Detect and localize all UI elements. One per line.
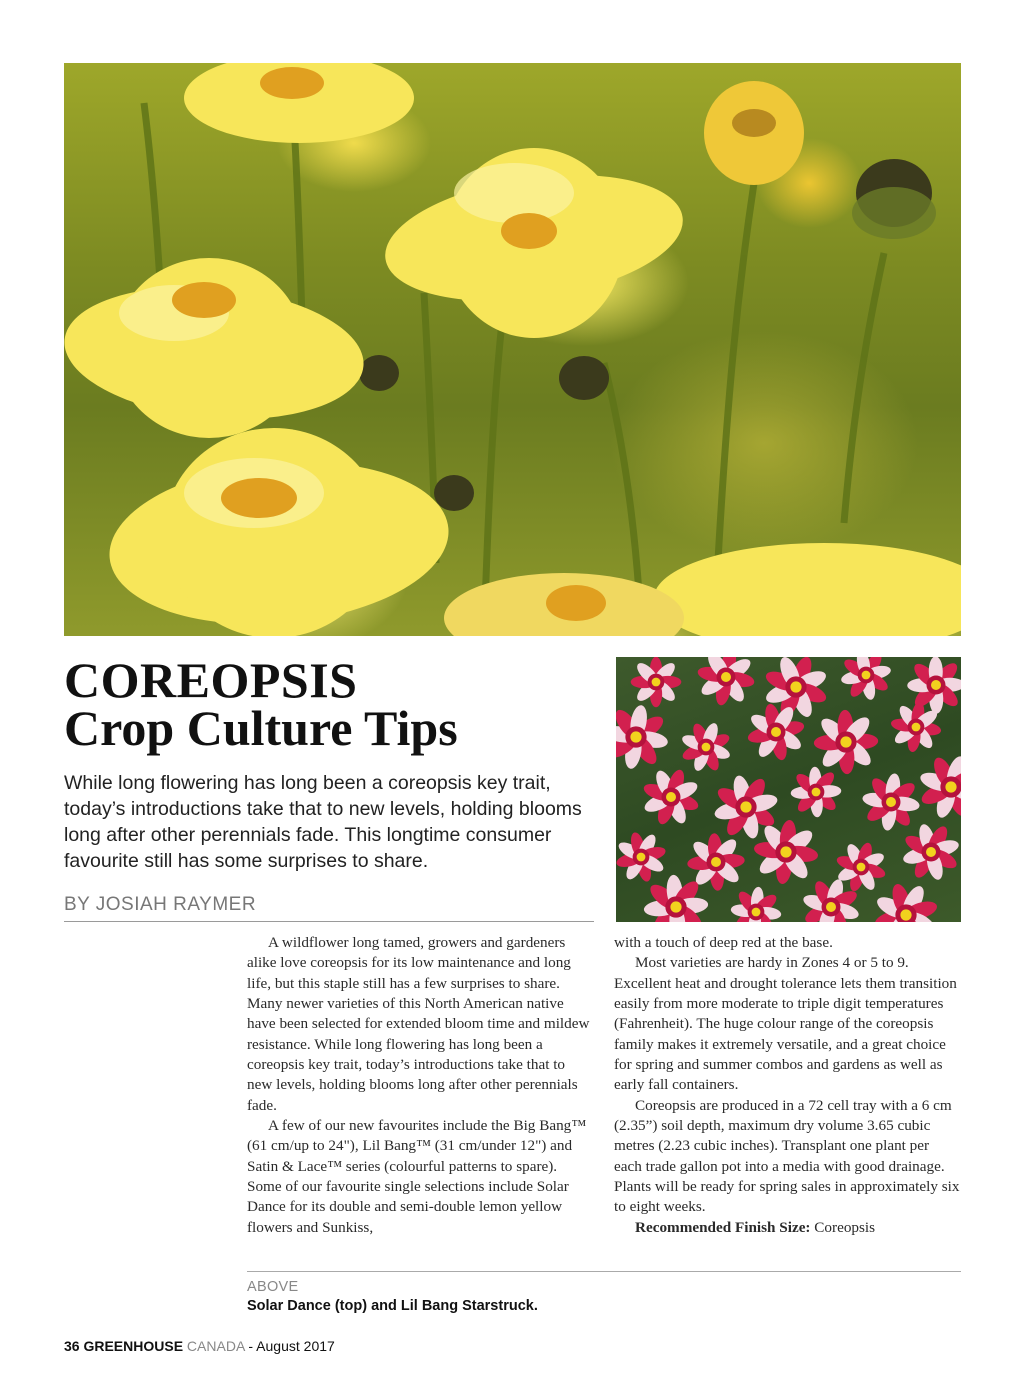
pink-flower bbox=[616, 704, 669, 770]
pink-flower bbox=[901, 822, 960, 881]
pink-flower bbox=[746, 702, 805, 761]
pink-flower bbox=[790, 766, 841, 817]
pink-flower bbox=[642, 768, 701, 827]
pink-flower bbox=[696, 657, 755, 707]
page-footer bbox=[64, 1338, 335, 1354]
pink-flower bbox=[680, 721, 732, 773]
pink-flower bbox=[730, 886, 782, 922]
pink-flower bbox=[753, 819, 819, 885]
body-column-1 bbox=[247, 933, 593, 1238]
page-number: 36 bbox=[64, 1338, 84, 1354]
byline: BY JOSIAH RAYMER bbox=[64, 894, 594, 922]
paragraph: A wildflower long tamed, growers and gardeners alike love coreopsis for its low maintenance and long life, but this staple still has a few surprises to share. Many newer varieties of this North American native have been selected for extended bloom time and mildew resistance. While long flowering has long been a coreopsis key trait, today’s introductions take that to new levels, holding blooms long after other perennials fade. bbox=[247, 934, 590, 1114]
caption-label: ABOVE bbox=[247, 1279, 299, 1295]
pink-flower bbox=[918, 754, 961, 820]
publication-name: GREENHOUSE bbox=[83, 1338, 184, 1354]
finish-size-label: Recommended Finish Size: bbox=[635, 1218, 811, 1236]
pink-flower bbox=[873, 882, 939, 922]
paragraph: Coreopsis are produced in a 72 cell tray with a 6 cm (2.35”) soil depth, maximum dry volume 3.65 cubic metres (2.23 cubic inches). Transplant one plant per each trade gallon pot into a media with good drainage. Plants will be ready for spring sales in approximately six to eight weeks. bbox=[614, 1096, 960, 1216]
publication-region: CANADA bbox=[183, 1338, 245, 1354]
pink-flower bbox=[616, 831, 667, 883]
caption-divider bbox=[247, 1271, 961, 1272]
pink-flower bbox=[814, 710, 879, 775]
pink-flower bbox=[840, 657, 892, 701]
article-deck: While long flowering has long been a coreopsis key trait, today’s introductions take that to new levels, holding blooms long after other perennials fade. This longtime consumer favourite still has some surprises to share. bbox=[64, 772, 582, 872]
finish-size-text: Coreopsis bbox=[810, 1218, 876, 1236]
pink-flower bbox=[862, 773, 921, 832]
side-photo-pink-coreopsis bbox=[616, 657, 961, 922]
title-line-2: Crop Culture Tips bbox=[64, 700, 458, 756]
caption-text: Solar Dance (top) and Lil Bang Starstruck. bbox=[247, 1298, 538, 1314]
article-title bbox=[64, 652, 604, 756]
paragraph: A few of our new favourites include the Big Bang™ (61 cm/up to 24"), Lil Bang™ (31 cm/under 12") and Satin & Lace™ series (colourful patterns to spare). Some of our favourite single selections include Solar Dance for its double and semi-double lemon yellow flowers and Sunkiss, bbox=[247, 1117, 587, 1236]
title-line-1: COREOPSIS bbox=[64, 652, 358, 708]
hero-photo-illustration bbox=[64, 63, 961, 636]
paragraph: with a touch of deep red at the base. bbox=[614, 934, 833, 951]
issue-date: - August 2017 bbox=[244, 1338, 335, 1354]
body-column-2 bbox=[614, 933, 960, 1238]
side-photo-illustration bbox=[616, 657, 961, 922]
hero-photo-yellow-coreopsis bbox=[64, 63, 961, 636]
paragraph: Most varieties are hardy in Zones 4 or 5 to 9. Excellent heat and drought tolerance lets them transition easily from more moderate to triple digit temperatures (Fahrenheit). The huge colour range of the coreopsis family makes it extremely versatile, and a great choice for spring and summer combos and gardens as well as early fall containers. bbox=[614, 954, 957, 1094]
pink-flower bbox=[631, 657, 682, 707]
paragraph bbox=[614, 1218, 960, 1238]
